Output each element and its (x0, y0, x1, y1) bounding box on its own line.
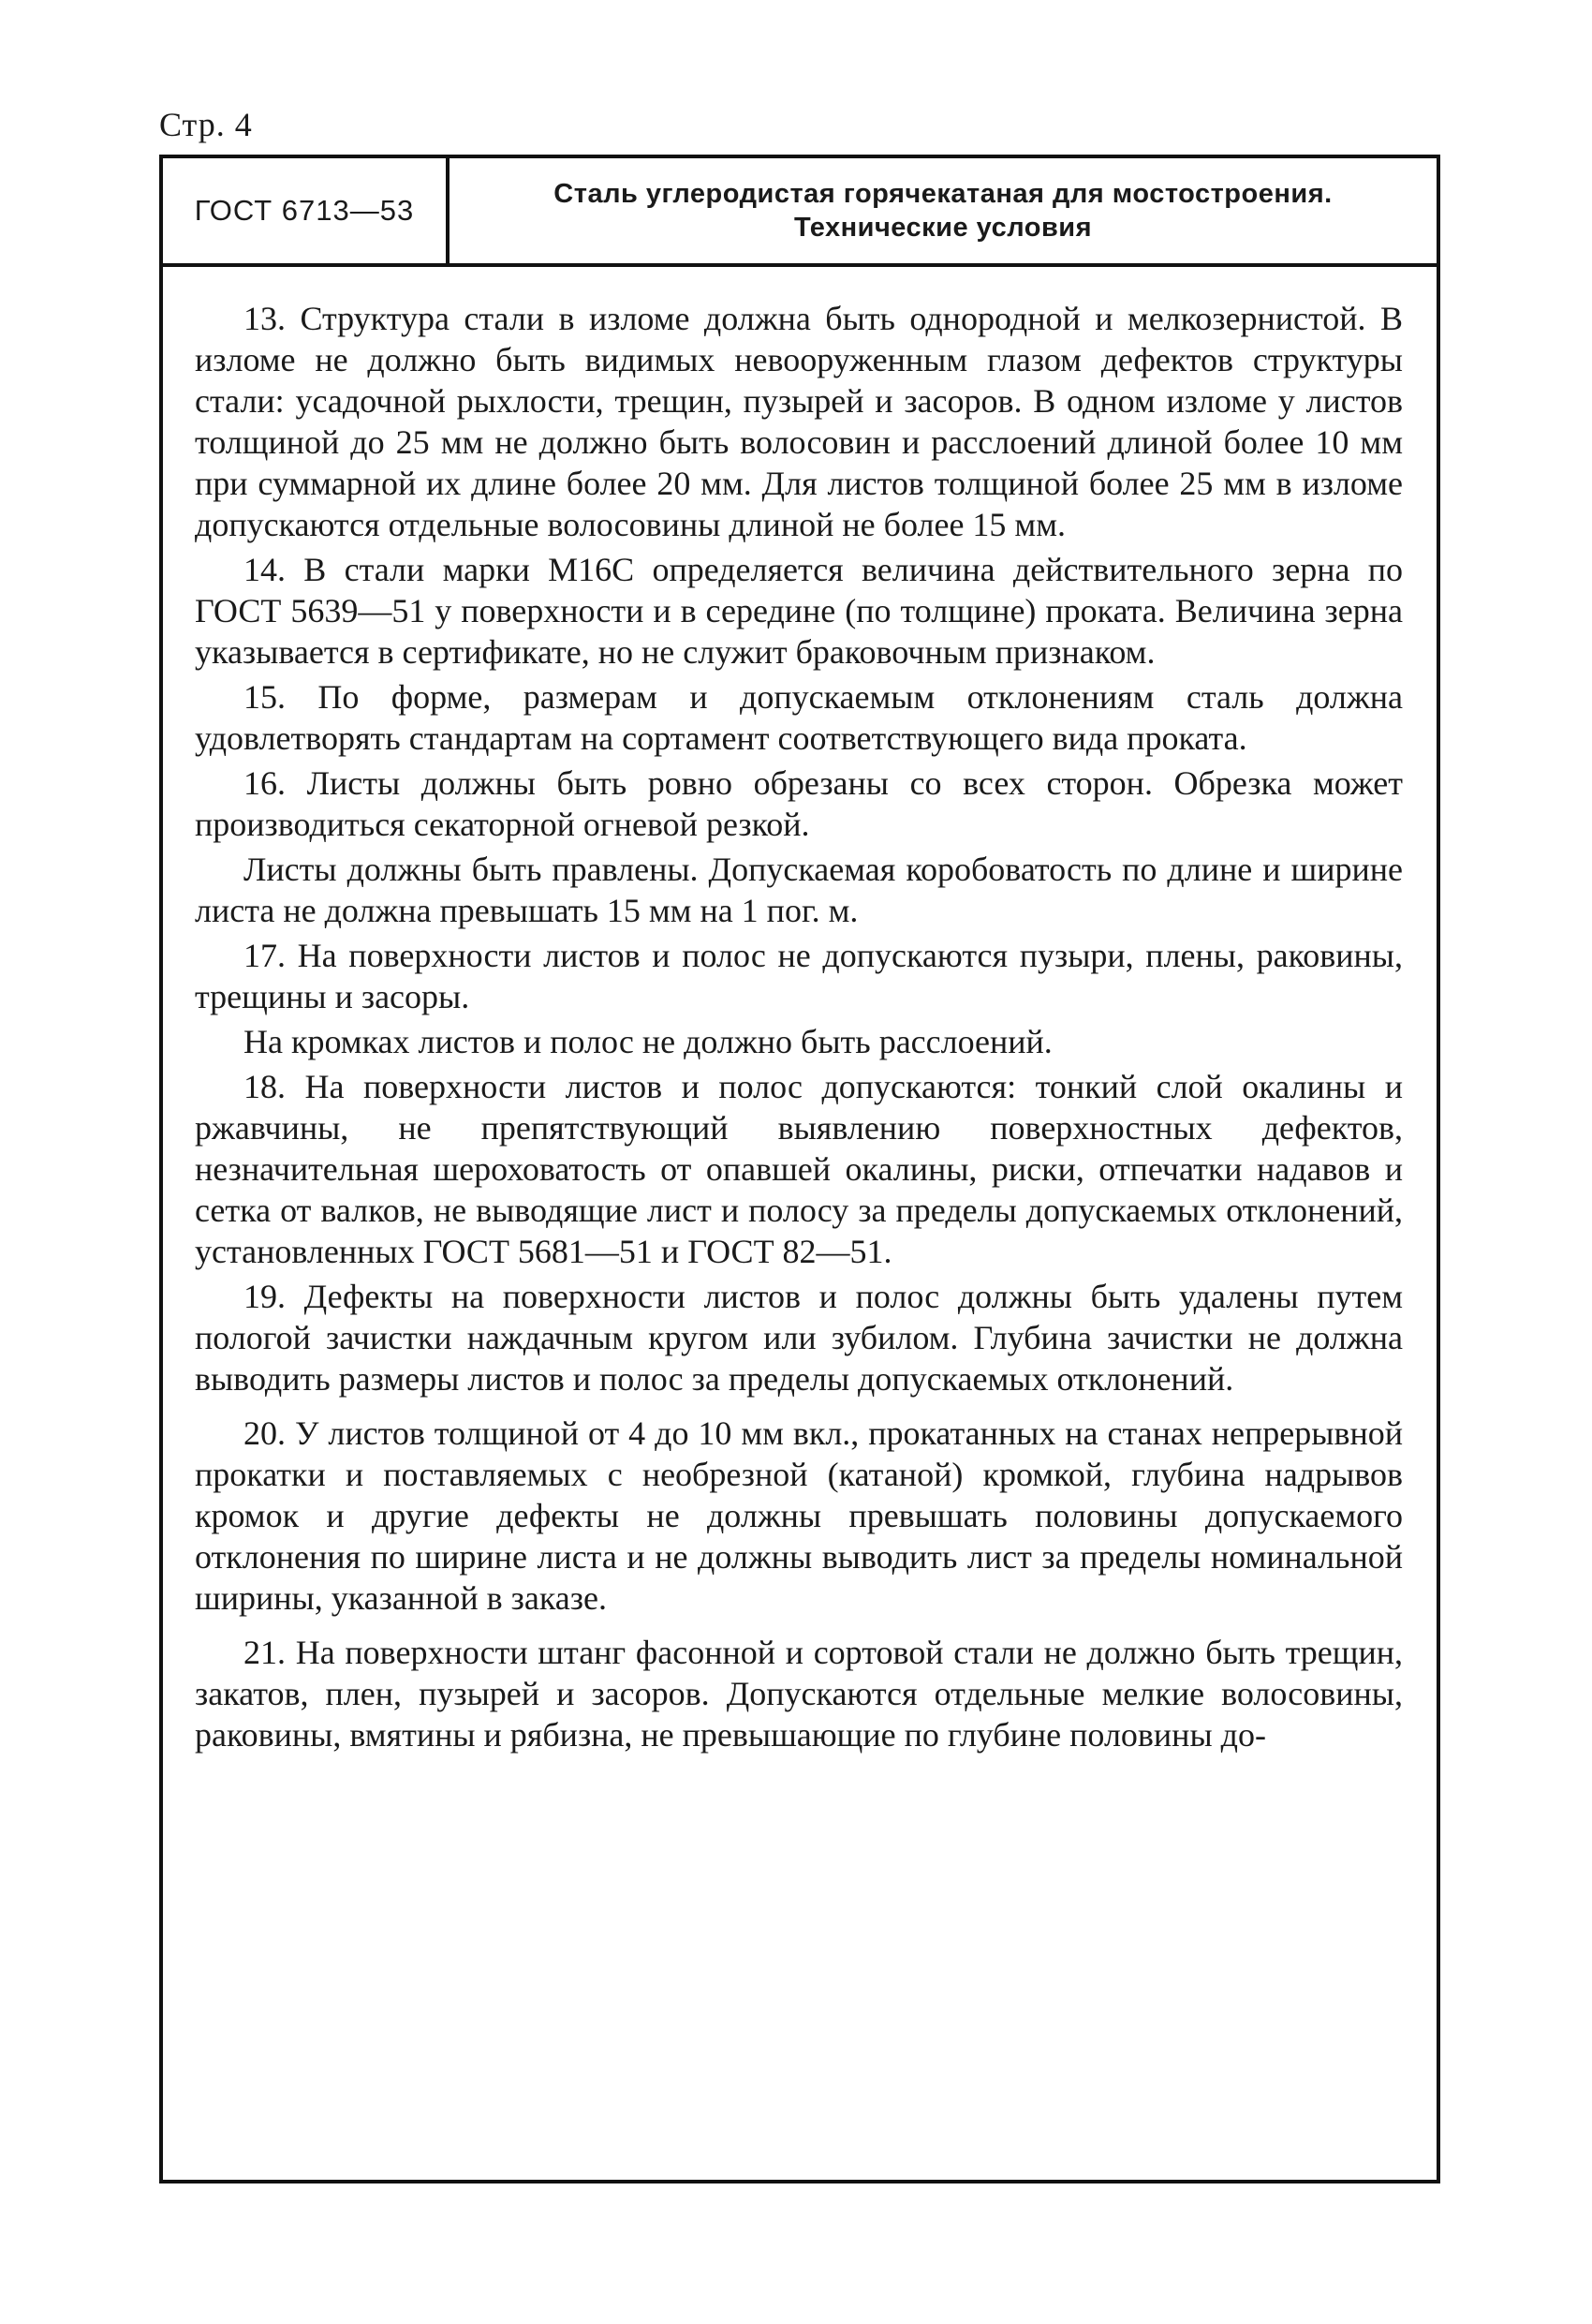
paragraph-15: 15. По форме, размерам и допускаемым отклонениям сталь должна удовлетворять стандартам на сортамент соответствующего вида проката. (195, 678, 1403, 757)
paragraph-17: 17. На поверхности листов и полос не допускаются пузыри, плены, раковины, трещины и засоры. (195, 937, 1403, 1015)
paragraph-14: 14. В стали марки М16С определяется величина действительного зерна по ГОСТ 5639—51 у поверхности и в середине (по толщине) проката. Величина зерна указывается в сертификате, но не служит браковочным признаком. (195, 551, 1403, 671)
paragraph-13: 13. Структура стали в изломе должна быть однородной и мелкозернистой. В изломе не должно быть видимых невооруженным глазом дефектов структуры стали: усадочной рыхлости, трещин, пузырей и засоров. В одном изломе у листов толщиной до 25 мм не должно быть волосовин и расслоений длиной более 10 мм при суммарной их длине более 20 мм. Для листов толщиной более 25 мм в изломе допускаются отдельные волосовины длиной не более 15 мм. (195, 300, 1403, 543)
paragraph-19: 19. Дефекты на поверхности листов и полос должны быть удалены путем пологой зачистки наждачным кругом или зубилом. Глубина зачистки не должна выводить размеры листов и полос за пределы допускаемых отклонений. (195, 1278, 1403, 1398)
page-number: Стр. 4 (159, 106, 253, 143)
paragraph-20: 20. У листов толщиной от 4 до 10 мм вкл., прокатанных на станах непрерывной прокатки и поставляемых с необрезной (катаной) кромкой, глубина надрывов кромок и другие дефекты не должны превышать половины допускаемого отклонения по ширине листа и не должны выводить лист за пределы номинальной ширины, указанной в заказе. (195, 1414, 1403, 1617)
paragraph-17-continued: На кромках листов и полос не должно быть расслоений. (243, 1023, 1053, 1060)
standard-code: ГОСТ 6713—53 (163, 158, 450, 263)
paragraph-18: 18. На поверхности листов и полос допускаются: тонкий слой окалины и ржавчины, не препятствующий выявлению поверхностных дефектов, незначительная шероховатость от опавшей окалины, риски, отпечатки надавов и сетка от валков, не выводящие лист и полосу за пределы допускаемых отклонений, установленных ГОСТ 5681—51 и ГОСТ 82—51. (195, 1068, 1403, 1270)
page-header (163, 158, 1437, 267)
paragraph-16-continued: Листы должны быть правлены. Допускаемая коробоватость по длине и ширине листа не должна превышать 15 мм на 1 пог. м. (195, 851, 1403, 929)
standard-title (450, 158, 1437, 263)
standard-title-line-2: Технические условия (793, 213, 1093, 243)
document-body (195, 298, 1403, 1759)
standard-title-line-1: Сталь углеродистая горячекатаная для мостостроения. (553, 179, 1333, 209)
paragraph-21: 21. На поверхности штанг фасонной и сортовой стали не должно быть трещин, закатов, плен, пузырей и засоров. Допускаются отдельные мелкие волосовины, раковины, вмятины и рябизна, не превышающие по глубине половины до- (195, 1634, 1403, 1754)
paragraph-16: 16. Листы должны быть ровно обрезаны со всех сторон. Обрезка может производиться секаторной огневой резкой. (195, 764, 1403, 843)
bottom-rule (159, 2180, 1440, 2183)
